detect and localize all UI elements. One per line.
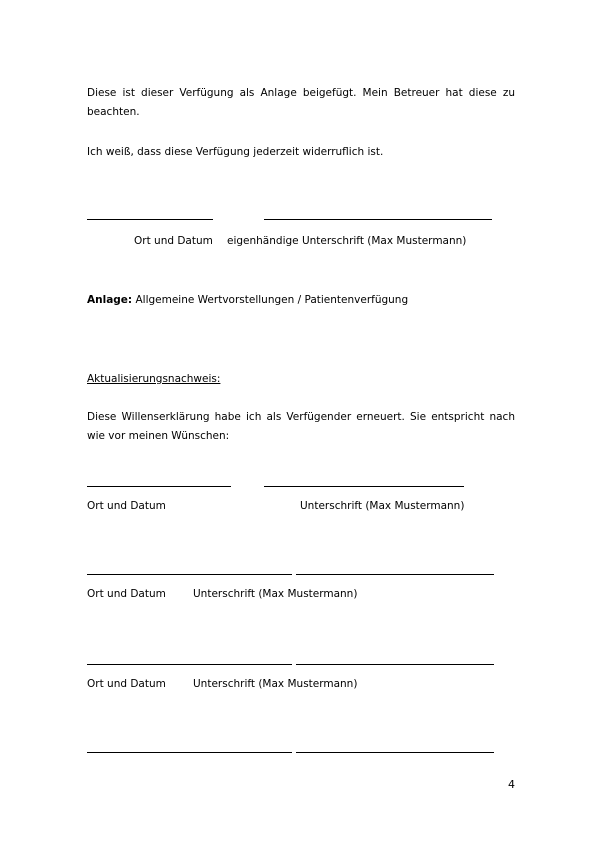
signature-label: Unterschrift (Max Mustermann) (193, 678, 358, 690)
signature-label: Unterschrift (Max Mustermann) (300, 500, 465, 512)
update-line-2: wie vor meinen Wünschen: (87, 430, 230, 442)
signature-line (296, 752, 494, 753)
signature-line (296, 664, 494, 665)
attachment-label: Anlage: (87, 294, 133, 306)
place-date-signature-line (87, 664, 292, 665)
place-date-label: Ort und Datum (87, 678, 166, 690)
place-date-signature-line (87, 574, 292, 575)
update-heading (87, 373, 220, 385)
update-heading-text: Aktualisierungsnachweis: (87, 373, 221, 385)
signature-line (296, 574, 494, 575)
attachment-line (87, 294, 408, 306)
page-number: 4 (508, 778, 515, 791)
place-date-label: Ort und Datum (134, 235, 213, 247)
place-date-signature-line (87, 486, 231, 487)
place-date-signature-line (87, 752, 292, 753)
place-date-label: Ort und Datum (87, 500, 166, 512)
intro-line-1: Diese ist dieser Verfügung als Anlage beigefügt. Mein Betreuer hat diese zu (87, 87, 515, 99)
signature-line (264, 486, 464, 487)
signature-label: Unterschrift (Max Mustermann) (193, 588, 358, 600)
update-line-1: Diese Willenserklärung habe ich als Verfügender erneuert. Sie entspricht nach (87, 411, 515, 423)
signature-line (264, 219, 492, 220)
attachment-text: Allgemeine Wertvorstellungen / Patientenverfügung (135, 294, 409, 306)
place-date-signature-line (87, 219, 213, 220)
signature-label: eigenhändige Unterschrift (Max Mustermann) (227, 235, 467, 247)
intro-line-2: beachten. (87, 106, 140, 118)
revocable-statement: Ich weiß, dass diese Verfügung jederzeit widerruflich ist. (87, 146, 384, 158)
place-date-label: Ort und Datum (87, 588, 166, 600)
